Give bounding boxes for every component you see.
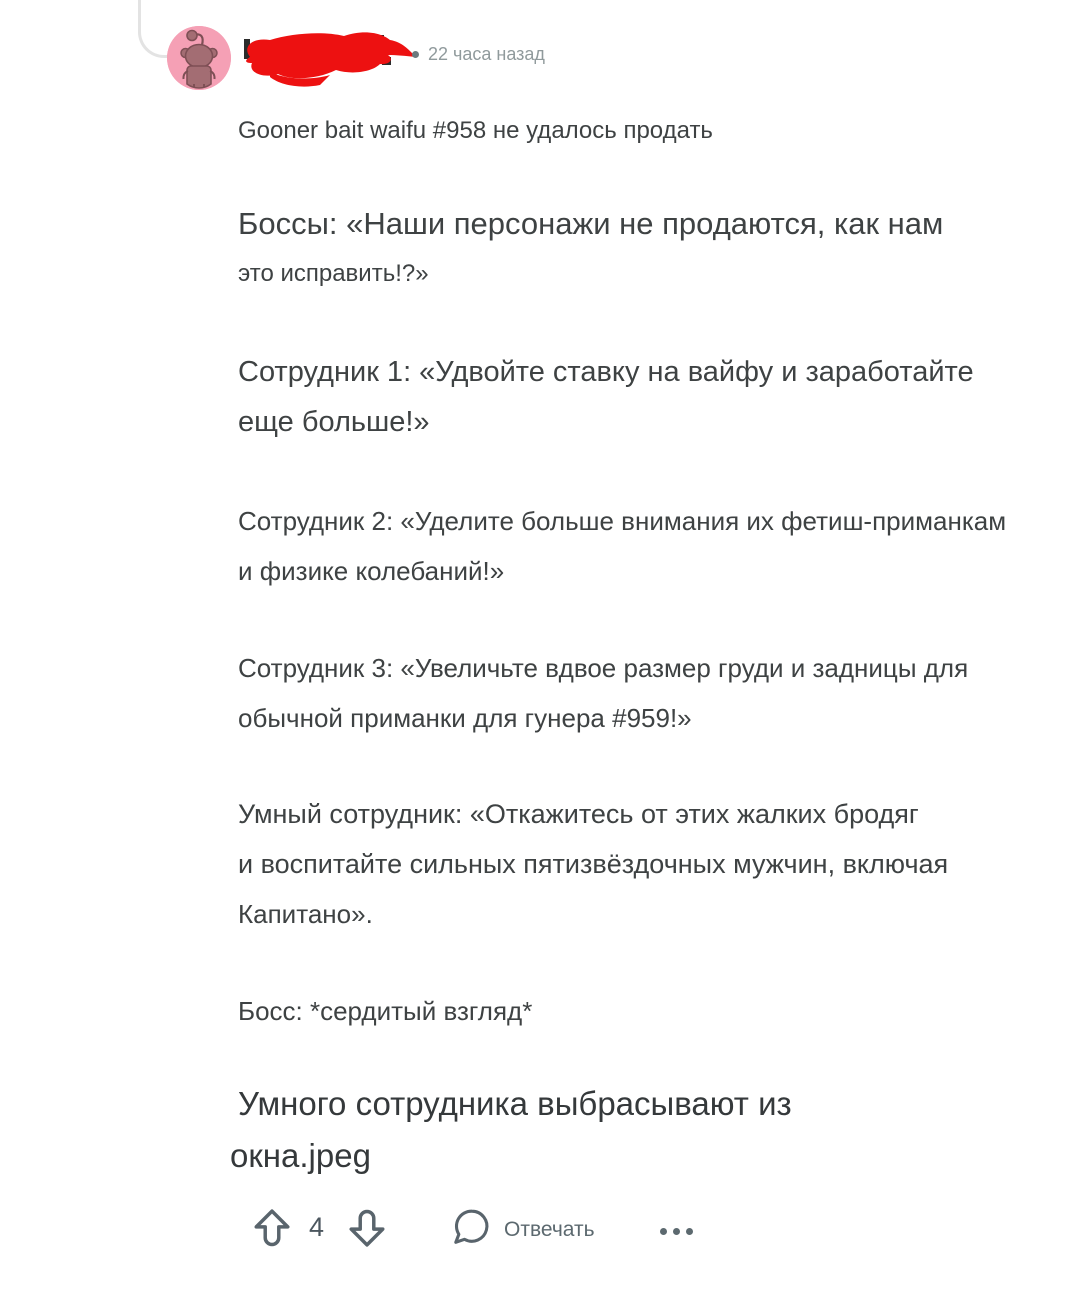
comment-meta bbox=[412, 44, 545, 65]
downvote-button[interactable] bbox=[345, 1206, 389, 1250]
more-options-icon bbox=[686, 1228, 693, 1235]
comment-thread-line bbox=[138, 0, 168, 58]
comment-paragraph bbox=[238, 347, 974, 447]
comment-line: и физике колебаний!» bbox=[238, 556, 505, 586]
comment-line: Сотрудник 2: «Уделите больше внимания их фетиш-приманкам bbox=[238, 506, 1007, 536]
comment-paragraph bbox=[238, 106, 713, 156]
more-options-button[interactable] bbox=[656, 1224, 697, 1239]
upvote-icon bbox=[250, 1238, 294, 1253]
avatar[interactable] bbox=[167, 26, 231, 90]
comment-paragraph bbox=[238, 496, 1006, 596]
downvote-icon bbox=[345, 1238, 389, 1253]
comment-line: окна.jpeg bbox=[230, 1137, 371, 1174]
username-redaction-scribble bbox=[240, 27, 418, 89]
reply-label: Отвечать bbox=[504, 1217, 595, 1241]
comment-line: Боссы: «Наши персонажи не продаются, как нам bbox=[238, 206, 944, 241]
comment-paragraph bbox=[238, 199, 943, 299]
comment-line: Босс: *сердитый взгляд* bbox=[238, 996, 533, 1026]
comment-paragraph bbox=[230, 1078, 792, 1182]
comment-line: Сотрудник 3: «Увеличьте вдвое размер груди и задницы для bbox=[238, 653, 969, 683]
comment-line: еще больше!» bbox=[238, 406, 430, 438]
comment-line: Сотрудник 1: «Удвойте ставку на вайфу и заработайте bbox=[238, 356, 974, 388]
comment-paragraph bbox=[238, 986, 532, 1036]
comment-line: Gooner bait waifu #958 не удалось продать bbox=[238, 117, 713, 144]
comment-paragraph bbox=[238, 643, 968, 743]
comment-line: Умного сотрудника выбрасывают из bbox=[238, 1085, 792, 1122]
more-options-icon bbox=[660, 1228, 667, 1235]
comment-line: обычной приманки для гунера #959!» bbox=[238, 703, 692, 733]
comment-line: и воспитайте сильных пятизвёздочных мужчин, включая bbox=[238, 849, 949, 879]
reply-button[interactable] bbox=[449, 1206, 595, 1253]
comment-line: Умный сотрудник: «Откажитесь от этих жалких бродяг bbox=[238, 799, 919, 829]
reddit-snoo-icon bbox=[167, 77, 231, 90]
comment-line: это исправить!?» bbox=[238, 260, 429, 287]
comment-paragraph bbox=[238, 789, 948, 939]
comment-line: Капитано». bbox=[238, 899, 373, 929]
upvote-button[interactable] bbox=[250, 1206, 294, 1250]
timestamp: 22 часа назад bbox=[428, 44, 545, 64]
more-options-icon bbox=[673, 1228, 680, 1235]
meta-separator-dot bbox=[412, 51, 419, 58]
comment-bubble-icon bbox=[449, 1206, 491, 1253]
vote-count: 4 bbox=[309, 1212, 325, 1242]
